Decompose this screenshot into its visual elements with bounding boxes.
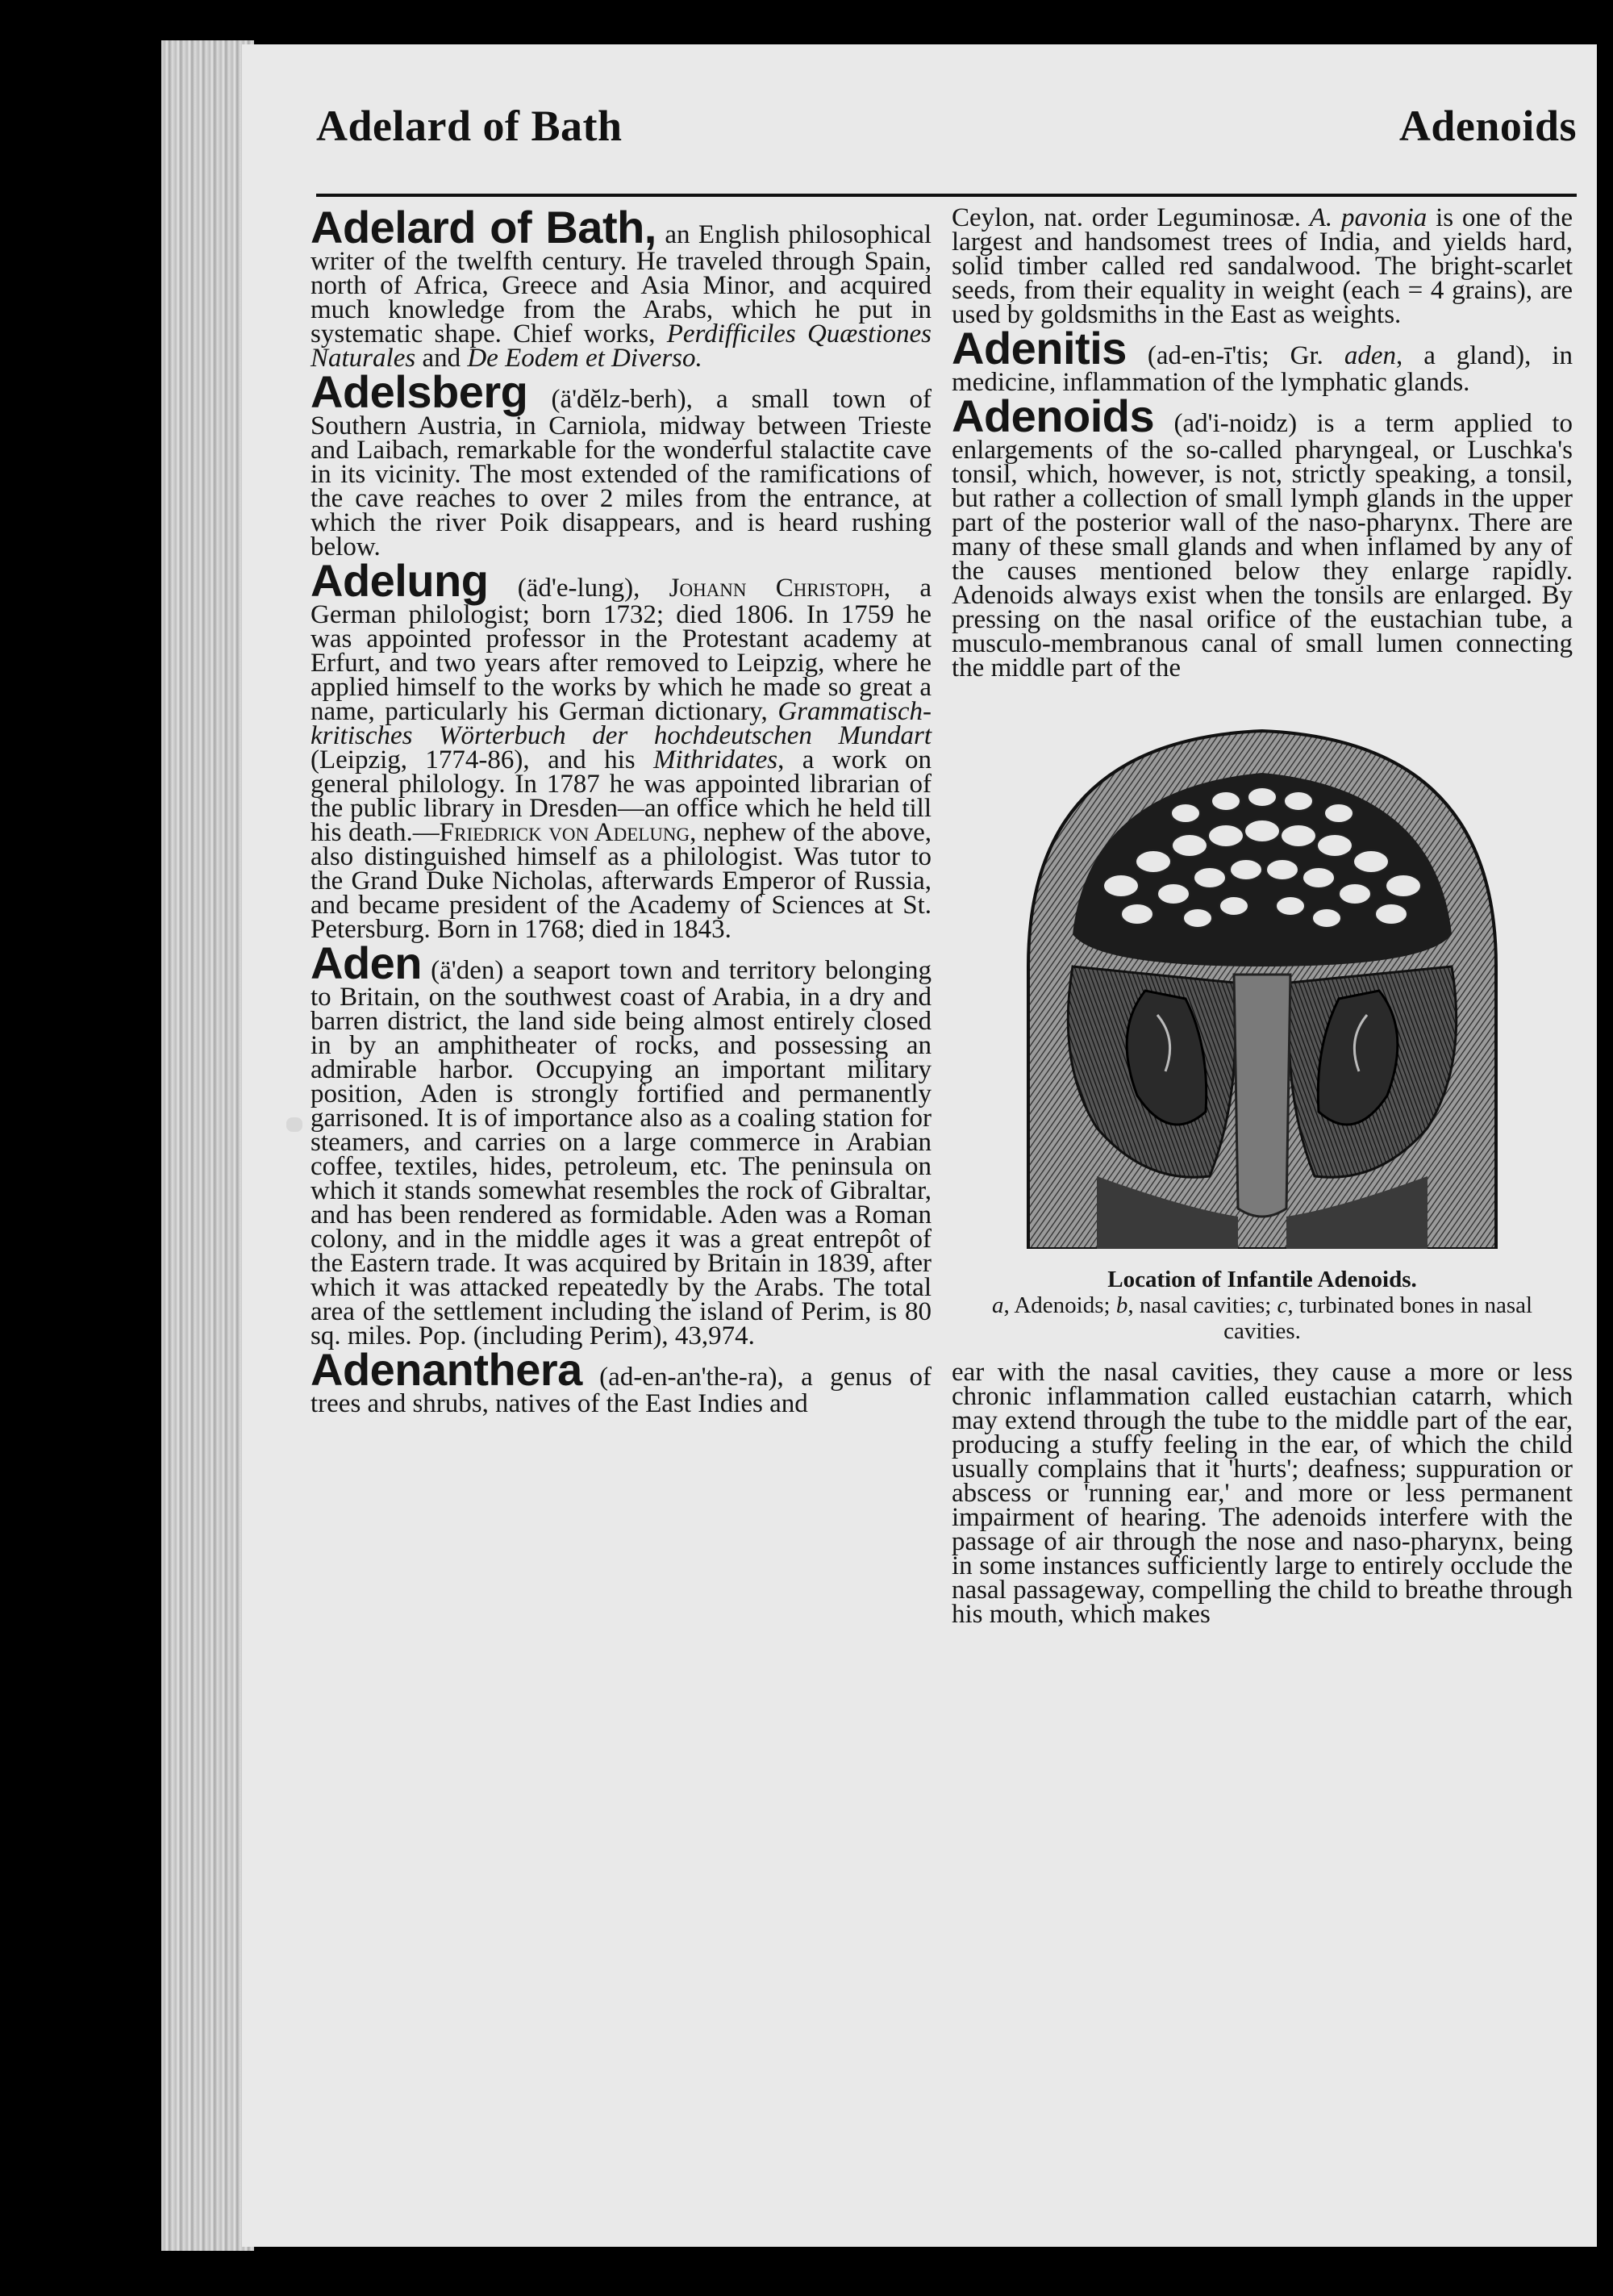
paper-speck: [286, 1117, 302, 1132]
adenoids-engraving: [1024, 724, 1500, 1249]
headword-adelung: Adelung: [311, 555, 489, 606]
entry-text: (ä'dĕlz-berh), a small town of Southern Austria, in Carniola, midway between Trieste and Laibach, remarkable for the wonderful stalactite cave in its vicinity. The most extended of the ramifications of the cave reaches to over 2 miles from the entrance, at which the river Poik disappears, and is heard rushing below.: [311, 385, 932, 561]
greek-word: aden: [1344, 341, 1396, 370]
headword-adelard: Adelard of Bath,: [311, 202, 656, 253]
book-binding: [161, 40, 254, 2251]
entry-adenanthera: [311, 1344, 932, 1418]
entry-text: , nephew of the above, also distinguished himself as a philologist. Was tutor to the Grand Duke Nicholas, afterwards Emperor of Russia, and became president of the Academy of Sciences at St. Petersburg. Born in 1768; died in 1843.: [311, 818, 932, 944]
work-title: De Eodem et Diverso.: [467, 344, 702, 373]
entry-text: (ä'den) a seaport town and territory belonging to Britain, on the southwest coast of Arabia, in a dry and barren district, the land side being almost entirely closed in by an amphitheater of rocks, and possessing an admirable harbor. Occupying an important military position, Aden is strongly fortified and permanently garrisoned. It is of importance also as a coaling station for steamers, and carries on a large commerce in Arabian coffee, textiles, hides, petroleum, etc. The peninsula on which it stands somewhat resembles the rock of Gibraltar, and has been rendered as formidable. Aden was a Roman colony, and in the middle ages it was a great entrepôt of the Eastern trade. It was acquired by Britain in 1839, after which it was attacked repeatedly by the Arabs. The total area of the settlement including the island of Perim, is 80 sq. miles. Pop. (including Perim), 43,974.: [311, 956, 932, 1350]
work-title: Perdifficiles Quæstiones Naturales: [311, 319, 932, 373]
entry-adenoids-continued: [952, 1358, 1573, 1629]
entry-text: ear with the nasal cavities, they cause a more or less chronic inflammation called eustachian catarrh, which may extend through the tube to the middle part of the ear, producing a stuffy feeling in the ear, of which the child usually complains that it 'hurts'; deafness; suppuration or abscess or 'running ear,' and more or less permanent impairment of hearing. The adenoids interfere with the passage of air through the nose and naso-pharynx, being in some instances sufficiently large to entirely occlude the nasal passageway, compelling the child to breathe through his mouth, which makes: [952, 1358, 1573, 1629]
headword-adenitis: Adenitis: [952, 323, 1127, 374]
entry-adelung: [311, 555, 932, 944]
entry-adelsberg: [311, 366, 932, 561]
legend-text: , turbinated bones in nasal cavities.: [1223, 1292, 1533, 1344]
legend-key: b: [1115, 1292, 1128, 1318]
running-head-right: Adenoids: [1398, 102, 1577, 150]
entry-text: (Leipzig, 1774-86), and his: [311, 745, 654, 774]
running-head-left: Adelard of Bath: [316, 102, 623, 150]
entry-text: Ceylon, nat. order Leguminosæ.: [952, 203, 1310, 232]
header-rule: [316, 194, 1577, 197]
headword-aden: Aden: [311, 937, 422, 988]
legend-text: , nasal cavities;: [1127, 1292, 1277, 1318]
legend-key: a: [991, 1292, 1004, 1318]
entry-text: an English philosophical writer of the twelfth century. He traveled through Spain, north of Africa, Greece and Asia Minor, and acquired much knowledge from the Arabs, which he put in systematic shape. Chief works,: [311, 220, 932, 349]
caption-legend: [952, 1292, 1573, 1344]
entry-adenoids: [952, 390, 1573, 683]
entry-adelard: [311, 202, 932, 373]
entry-text: and: [415, 344, 468, 373]
entry-text: , a German philologist; born 1732; died 1806. In 1759 he was appointed professor in the Protestant academy at Erfurt, and two years after removed to Leipzig, where he applied himself to the works by which he made so great a name, particularly his German dictionary,: [311, 574, 932, 726]
work-title: Grammatisch-kritisches Wörterbuch der hochdeutschen Mundart: [311, 697, 932, 750]
entry-aden: [311, 937, 932, 1350]
person-name: Friedrick von Adelung: [439, 818, 690, 847]
headword-adelsberg: Adelsberg: [311, 366, 528, 417]
person-name: Johann Christoph: [669, 574, 884, 603]
figure-caption: [952, 1267, 1573, 1344]
legend-text: , Adenoids;: [1003, 1292, 1116, 1318]
entry-text: , a gland), in medicine, inflammation of the lymphatic glands.: [952, 341, 1573, 397]
adenoids-illustration: [1024, 724, 1500, 1249]
entry-adenanthera-continued: [952, 203, 1573, 329]
entry-text: (ad'i-noidz) is a term applied to enlargements of the so-called pharyngeal, or Luschka's tonsil, which, however, is not, strictly speaking, a tonsil, but rather a collection of small lymph glands in the upper part of the posterior wall of the naso-pharynx. There are many of these small glands and when inflamed by any of the causes mentioned below they enlarge rapidly. Adenoids always exist when the tonsils are enlarged. By pressing on the nasal orifice of the eustachian tube, a musculo-membranous canal of small lumen connecting the middle part of the: [952, 409, 1573, 683]
species-name: A. pavonia: [1309, 203, 1428, 232]
entry-adenitis: [952, 323, 1573, 397]
entry-text: is one of the largest and handsomest trees of India, and yields hard, solid timber called red sandalwood. The bright-scarlet seeds, from their equality in weight (each = 4 grains), are used by goldsmiths in the East as weights.: [952, 203, 1573, 329]
entry-text: (ad-en-an'the-ra), a genus of trees and shrubs, natives of the East Indies and: [311, 1363, 932, 1418]
left-column: [311, 202, 932, 1418]
entry-text: (äd'e-lung),: [488, 574, 669, 603]
caption-title: Location of Infantile Adenoids.: [1107, 1267, 1417, 1292]
work-title: Mithridates: [653, 745, 778, 774]
right-column: [952, 203, 1573, 1629]
headword-adenoids: Adenoids: [952, 390, 1155, 441]
headword-adenanthera: Adenanthera: [311, 1344, 582, 1395]
legend-key: c: [1277, 1292, 1288, 1318]
entry-text: (ad-en-ī'tis; Gr.: [1126, 341, 1344, 370]
entry-text: , a work on general philology. In 1787 he was appointed librarian of the public library in Dresden—an office which he held till his death.—: [311, 745, 932, 847]
